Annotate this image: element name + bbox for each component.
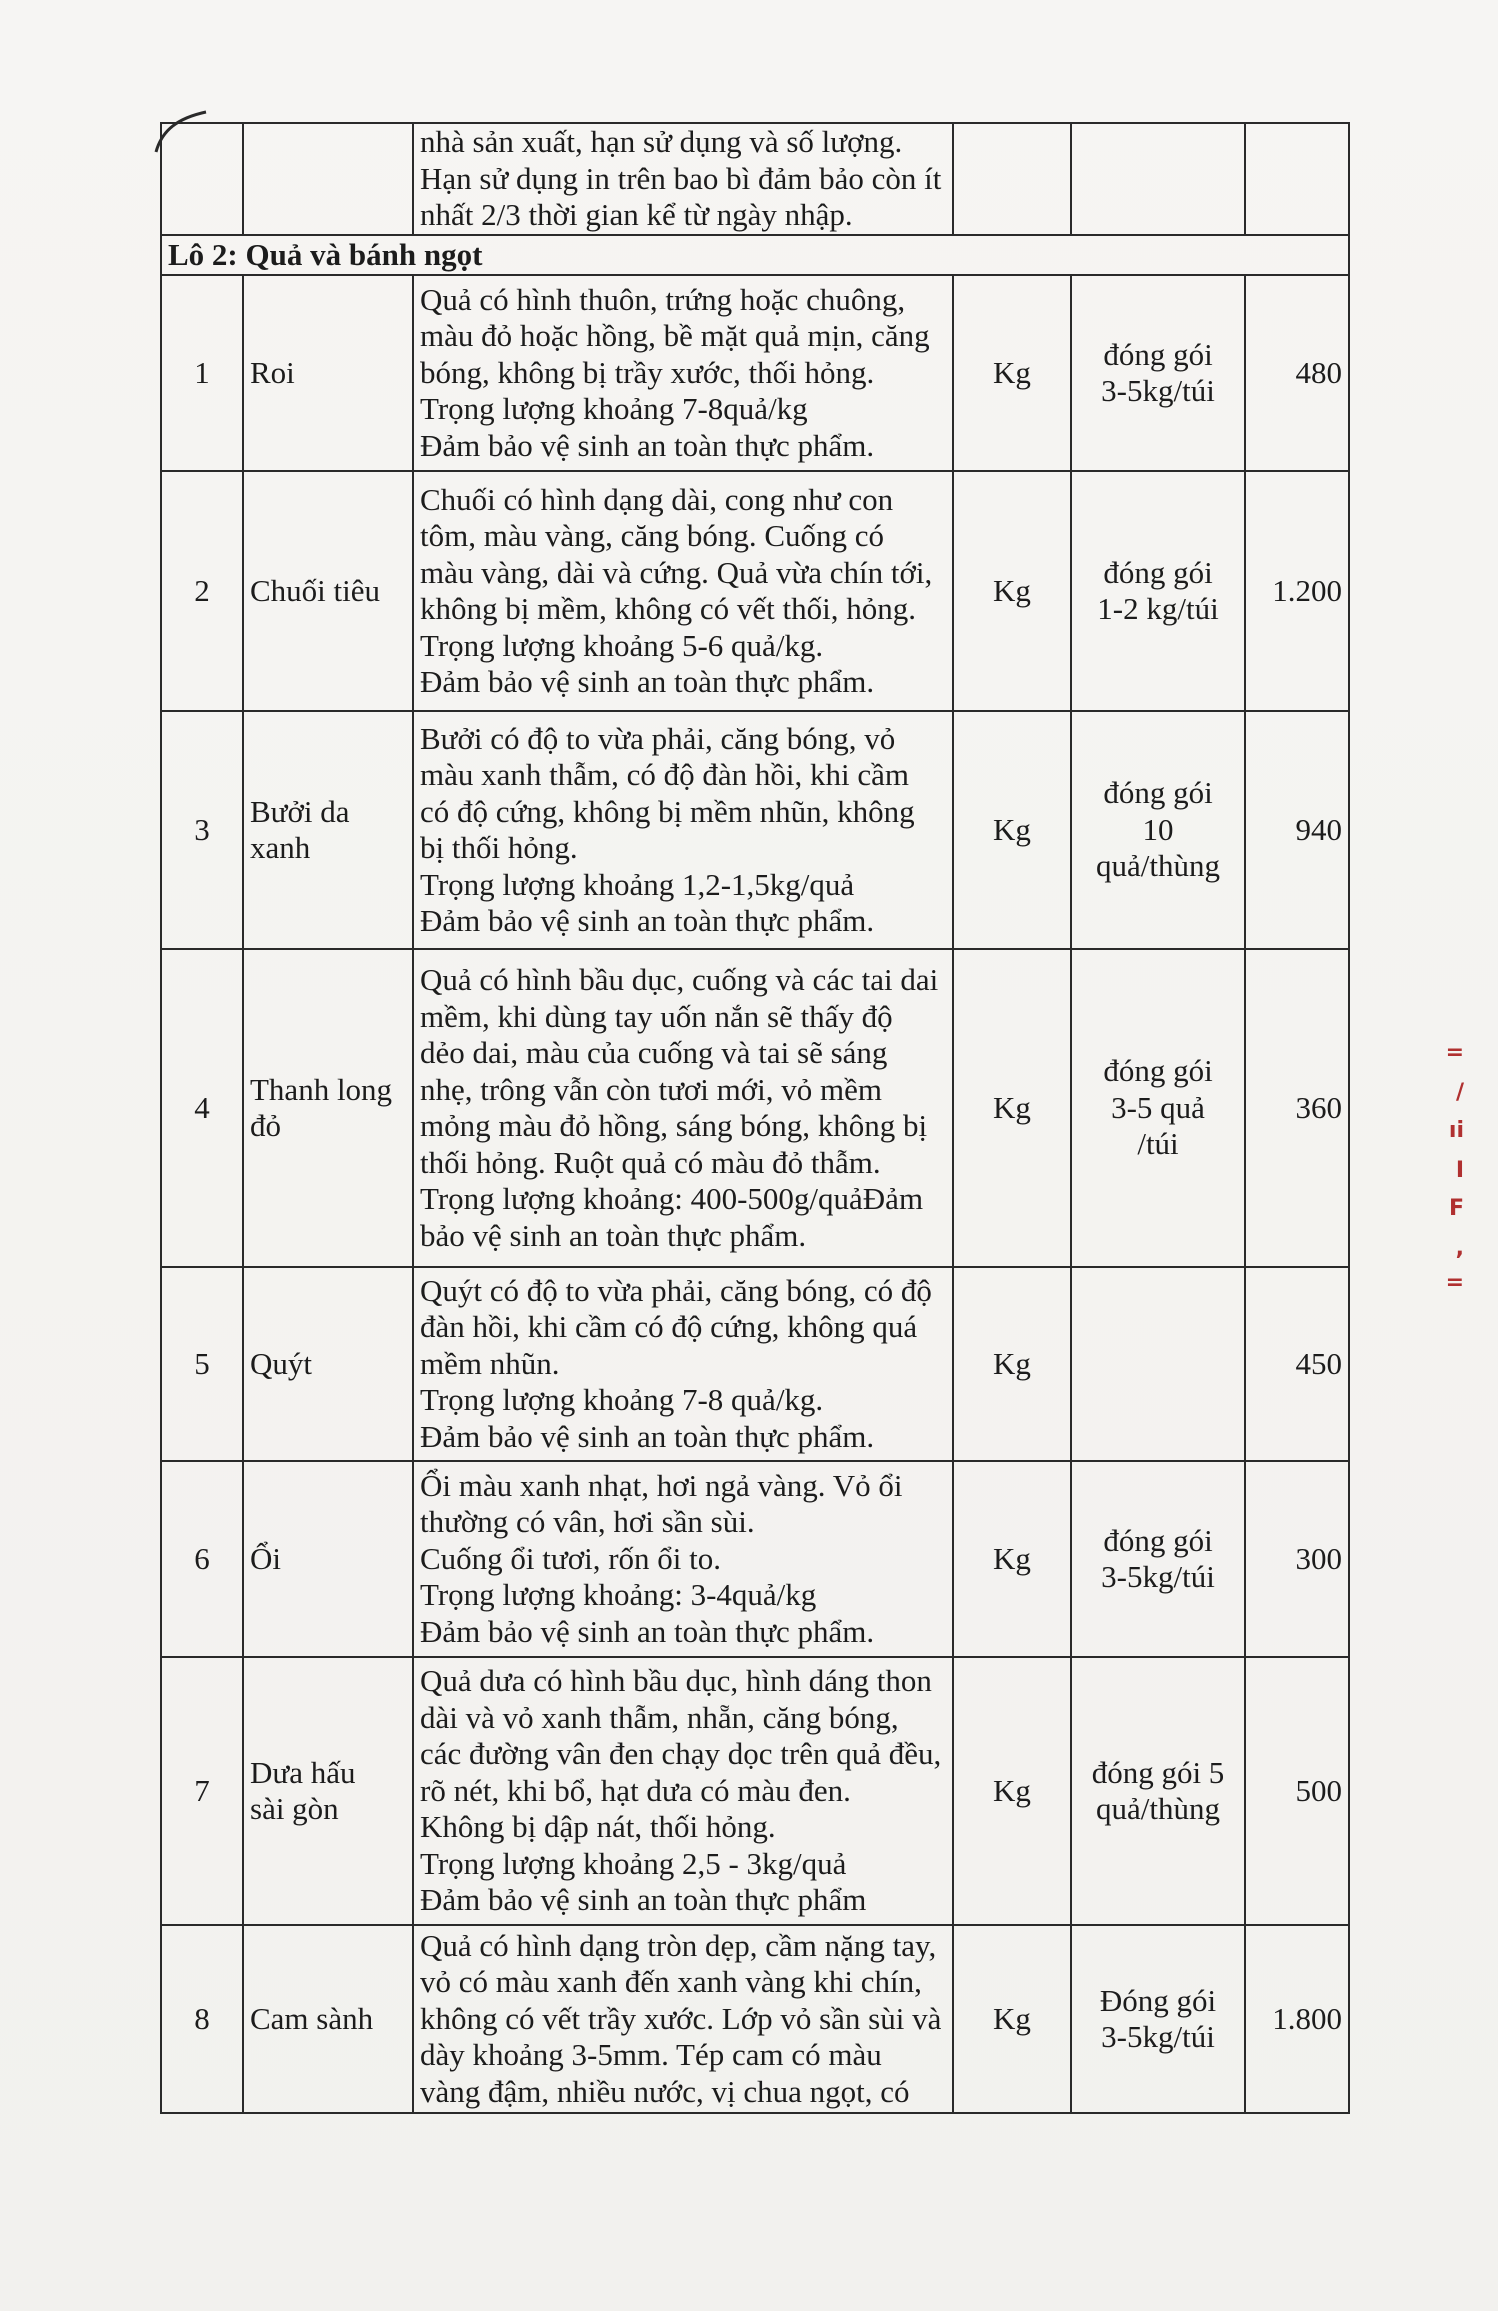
unit-cell: Kg: [953, 949, 1071, 1267]
pack-line: đóng gói: [1103, 1522, 1213, 1558]
pack-cell: [1071, 1657, 1245, 1925]
desc-line: thối hỏng. Ruột quả có màu đỏ thẫm.: [420, 1144, 881, 1180]
pack-line: 1-2 kg/túi: [1097, 591, 1219, 626]
desc-line: Quả có hình bầu dục, cuống và các tai dai: [420, 962, 939, 997]
qty-cell: 480: [1245, 275, 1349, 471]
margin-mark: =: [1445, 1040, 1464, 1065]
continuation-row: [161, 123, 1349, 235]
desc-line: Cuống ổi tươi, rốn ổi to.: [420, 1540, 722, 1576]
desc-line: Không bị dập nát, thối hỏng.: [420, 1809, 776, 1845]
desc-line: tôm, màu vàng, căng bóng. Cuống có: [420, 518, 885, 553]
desc-line: Đảm bảo vệ sinh an toàn thực phẩm: [420, 1882, 867, 1918]
stt-cell: [161, 123, 243, 235]
qty-cell: 300: [1245, 1461, 1349, 1657]
desc-line: thường có vân, hơi sần sùi.: [420, 1504, 755, 1540]
unit-cell: Kg: [953, 1267, 1071, 1461]
name-cell: [243, 275, 413, 471]
margin-mark: ,: [1455, 1236, 1464, 1261]
desc-line: Quả có hình dạng tròn dẹp, cầm nặng tay,: [420, 1927, 937, 1963]
desc-line: Bưởi có độ to vừa phải, căng bóng, vỏ: [420, 720, 896, 756]
pack-line: đóng gói: [1103, 554, 1213, 590]
table-row: [161, 275, 1349, 471]
qty-cell: 360: [1245, 949, 1349, 1267]
section-title: Lô 2: Quả và bánh ngọt: [161, 235, 1349, 275]
desc-line: Quýt có độ to vừa phải, căng bóng, có độ: [420, 1272, 932, 1308]
margin-mark: =: [1445, 1270, 1464, 1295]
desc-line: Trọng lượng khoảng 2,5 - 3kg/quả: [420, 1845, 847, 1881]
stt-cell: 7: [161, 1657, 243, 1925]
desc-line: Quả có hình thuôn, trứng hoặc chuông,: [420, 281, 906, 317]
unit-cell: [953, 123, 1071, 235]
desc-line: màu xanh thẫm, có độ đàn hồi, khi cầm: [420, 757, 909, 792]
desc-line: nhất 2/3 thời gian kể từ ngày nhập.: [420, 197, 853, 233]
desc-line: bóng, không bị trầy xước, thối hỏng.: [420, 354, 875, 390]
desc-cell: [413, 1925, 953, 2113]
desc-line: Trọng lượng khoảng 7-8 quả/kg.: [420, 1382, 824, 1418]
qty-cell: 500: [1245, 1657, 1349, 1925]
name-line: sài gòn: [250, 1791, 339, 1826]
name-cell: [243, 1461, 413, 1657]
stt-cell: 3: [161, 711, 243, 949]
name-line: Ổi: [250, 1540, 281, 1576]
name-line: Quýt: [250, 1345, 312, 1381]
pack-line: 3-5 quả: [1111, 1089, 1205, 1125]
name-line: Cam sành: [250, 2000, 374, 2036]
desc-cell: [413, 471, 953, 711]
table-row: [161, 471, 1349, 711]
desc-line: vỏ có màu xanh đến xanh vàng khi chín,: [420, 1964, 922, 2000]
margin-mark: ıi: [1448, 1118, 1464, 1143]
desc-cell: [413, 1461, 953, 1657]
pack-line: đóng gói: [1103, 1053, 1213, 1089]
pack-line: đóng gói 5: [1091, 1754, 1225, 1790]
pack-cell: [1071, 123, 1245, 235]
desc-line: nhà sản xuất, hạn sử dụng và số lượng.: [420, 124, 903, 160]
stt-cell: 6: [161, 1461, 243, 1657]
desc-line: màu đỏ hoặc hồng, bề mặt quả mịn, căng: [420, 318, 930, 354]
desc-line: Hạn sử dụng in trên bao bì đảm bảo còn ít: [420, 160, 942, 196]
desc-line: Trọng lượng khoảng 5-6 quả/kg.: [420, 627, 824, 663]
desc-line: Ổi màu xanh nhạt, hơi ngả vàng. Vỏ ổi: [420, 1467, 903, 1503]
name-cell: [243, 711, 413, 949]
unit-cell: Kg: [953, 1925, 1071, 2113]
desc-cell: [413, 1267, 953, 1461]
unit-cell: Kg: [953, 711, 1071, 949]
pack-line: 3-5kg/túi: [1101, 2019, 1215, 2054]
margin-mark: F: [1448, 1196, 1464, 1221]
name-cell: [243, 471, 413, 711]
table-row: [161, 1657, 1349, 1925]
desc-line: bị thối hỏng.: [420, 830, 578, 865]
desc-line: mềm nhũn.: [420, 1345, 560, 1381]
pack-line: 3-5kg/túi: [1101, 373, 1215, 408]
desc-line: Quả dưa có hình bầu dục, hình dáng thon: [420, 1663, 932, 1699]
desc-line: Đảm bảo vệ sinh an toàn thực phẩm.: [420, 1418, 875, 1454]
fruit-spec-table: [160, 122, 1350, 2114]
name-cell: [243, 1267, 413, 1461]
table-row: [161, 1925, 1349, 2113]
desc-line: đàn hồi, khi cầm có độ cứng, không quá: [420, 1309, 918, 1345]
stt-cell: 1: [161, 275, 243, 471]
qty-cell: 940: [1245, 711, 1349, 949]
name-line: Bưởi da: [250, 793, 350, 829]
desc-line: Đảm bảo vệ sinh an toàn thực phẩm.: [420, 903, 875, 938]
margin-mark: /: [1455, 1080, 1464, 1105]
desc-cell: [413, 275, 953, 471]
desc-cell: [413, 1657, 953, 1925]
desc-line: rõ nét, khi bổ, hạt dưa có màu đen.: [420, 1772, 851, 1808]
table-row: [161, 949, 1349, 1267]
desc-line: Trọng lượng khoảng 1,2-1,5kg/quả: [420, 866, 855, 902]
desc-line: Trọng lượng khoảng: 3-4quả/kg: [420, 1577, 817, 1613]
unit-cell: Kg: [953, 275, 1071, 471]
name-cell: [243, 949, 413, 1267]
desc-line: bảo vệ sinh an toàn thực phẩm.: [420, 1217, 807, 1253]
name-line: xanh: [250, 830, 311, 865]
desc-line: không bị mềm, không có vết thối, hỏng.: [420, 591, 916, 626]
desc-line: dài và vỏ xanh thẫm, nhẵn, căng bóng,: [420, 1699, 899, 1735]
desc-line: dày khoảng 3-5mm. Tép cam có màu: [420, 2037, 882, 2073]
name-line: Dưa hấu: [250, 1754, 356, 1790]
name-cell: [243, 1657, 413, 1925]
table-row: [161, 1461, 1349, 1657]
pack-line: /túi: [1137, 1126, 1179, 1162]
pack-line: đóng gói: [1103, 336, 1213, 372]
name-line: Chuối tiêu: [250, 572, 381, 608]
pack-line: quả/thùng: [1096, 848, 1220, 884]
pack-line: đóng gói: [1103, 775, 1213, 811]
pack-cell: [1071, 1461, 1245, 1657]
pack-cell: [1071, 275, 1245, 471]
stt-cell: 2: [161, 471, 243, 711]
desc-line: dẻo dai, màu của cuống và tai sẽ sáng: [420, 1035, 888, 1070]
pack-cell: [1071, 949, 1245, 1267]
name-cell: [243, 123, 413, 235]
desc-line: vàng đậm, nhiều nước, vị chua ngọt, có: [420, 2073, 910, 2109]
desc-line: mỏng màu đỏ hồng, sáng bóng, không bị: [420, 1108, 928, 1143]
stt-cell: 5: [161, 1267, 243, 1461]
pack-line: quả/thùng: [1096, 1791, 1220, 1826]
table-row: [161, 1267, 1349, 1461]
pack-line: 3-5kg/túi: [1101, 1559, 1215, 1594]
name-line: Roi: [250, 354, 295, 390]
section-header-row: [161, 235, 1349, 275]
pack-cell: [1071, 1925, 1245, 2113]
desc-line: Đảm bảo vệ sinh an toàn thực phẩm.: [420, 664, 875, 699]
pack-line: 10: [1142, 811, 1174, 847]
pack-line: Đóng gói: [1099, 1982, 1217, 2018]
desc-line: không có vết trầy xước. Lớp vỏ sần sùi và: [420, 2000, 942, 2036]
name-line: Thanh long: [250, 1071, 393, 1107]
qty-cell: 1.200: [1245, 471, 1349, 711]
qty-cell: [1245, 123, 1349, 235]
desc-line: nhẹ, trông vẫn còn tươi mới, vỏ mềm: [420, 1071, 882, 1107]
pack-cell: [1071, 711, 1245, 949]
desc-cell: [413, 123, 953, 235]
table-row: [161, 711, 1349, 949]
unit-cell: Kg: [953, 1657, 1071, 1925]
desc-line: Đảm bảo vệ sinh an toàn thực phẩm.: [420, 1613, 875, 1649]
desc-line: Chuối có hình dạng dài, cong như con: [420, 481, 894, 517]
pack-cell: [1071, 1267, 1245, 1461]
desc-cell: [413, 711, 953, 949]
desc-line: Trọng lượng khoảng 7-8quả/kg: [420, 391, 808, 427]
desc-line: mềm, khi dùng tay uốn nắn sẽ thấy độ: [420, 998, 893, 1034]
desc-line: Đảm bảo vệ sinh an toàn thực phẩm.: [420, 427, 875, 463]
unit-cell: Kg: [953, 471, 1071, 711]
name-line: đỏ: [250, 1108, 281, 1143]
stt-cell: 8: [161, 1925, 243, 2113]
desc-line: có độ cứng, không bị mềm nhũn, không: [420, 793, 915, 829]
stt-cell: 4: [161, 949, 243, 1267]
name-cell: [243, 1925, 413, 2113]
desc-line: Trọng lượng khoảng: 400-500g/quảĐảm: [420, 1181, 924, 1216]
pack-cell: [1071, 471, 1245, 711]
qty-cell: 450: [1245, 1267, 1349, 1461]
desc-line: màu vàng, dài và cứng. Quả vừa chín tới,: [420, 554, 933, 590]
desc-line: các đường vân đen chạy dọc trên quả đều,: [420, 1736, 942, 1772]
desc-cell: [413, 949, 953, 1267]
unit-cell: Kg: [953, 1461, 1071, 1657]
margin-mark: I: [1455, 1158, 1464, 1183]
qty-cell: 1.800: [1245, 1925, 1349, 2113]
